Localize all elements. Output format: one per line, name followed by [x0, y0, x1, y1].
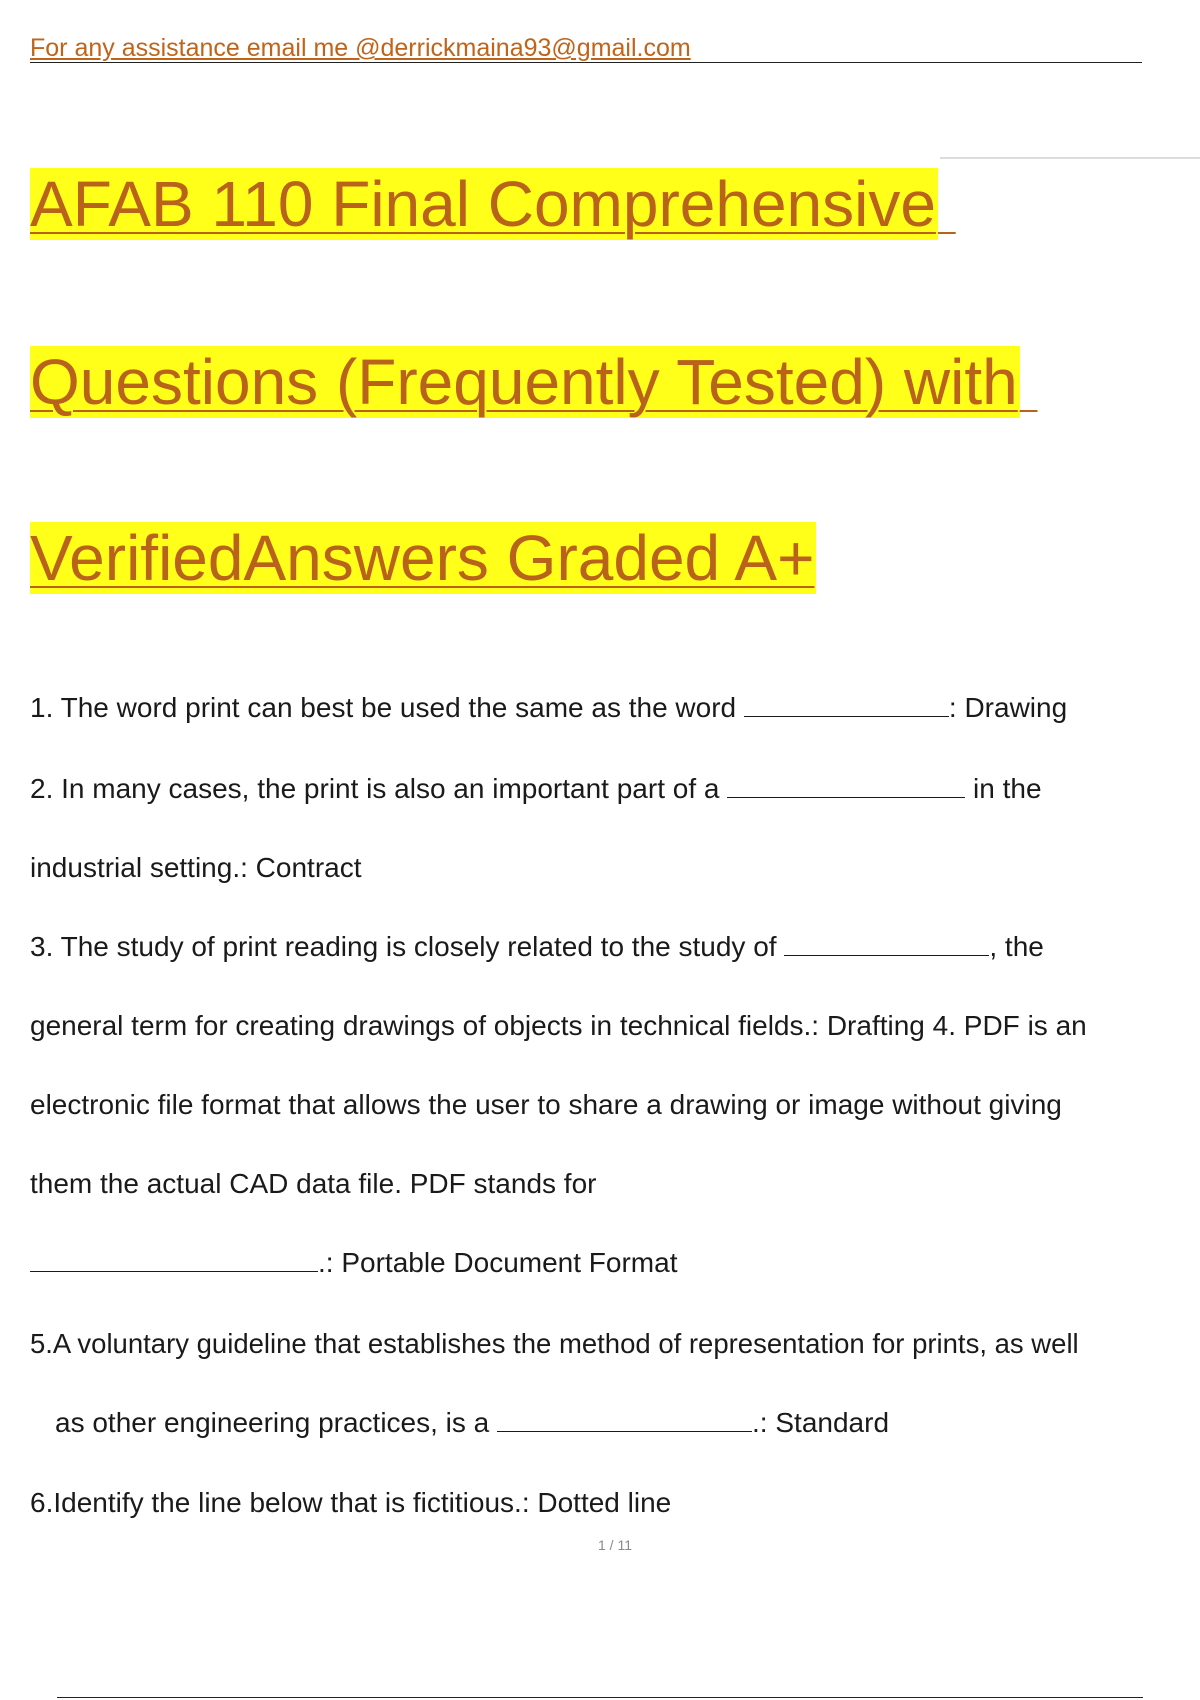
answer-blank [744, 692, 949, 717]
question-2-line-2 [30, 850, 362, 886]
question-4-answer: .: Portable Document Format [318, 1247, 678, 1278]
question-6 [30, 1485, 671, 1521]
question-4-line-2 [30, 1166, 596, 1202]
question-2-answer: industrial setting.: Contract [30, 852, 362, 883]
question-1 [30, 690, 1067, 726]
title-line-2 [30, 338, 1038, 426]
question-3-line-2 [30, 1008, 1087, 1044]
answer-blank [30, 1247, 318, 1272]
answer-blank [497, 1407, 752, 1432]
question-4-text-cont: them the actual CAD data file. PDF stands for [30, 1168, 597, 1199]
question-1-text: 1. The word print can best be used the same as the word [30, 692, 737, 723]
question-5-text-cont: as other engineering practices, is a [55, 1407, 490, 1438]
title-line-3 [30, 514, 816, 602]
question-4-line-3 [30, 1245, 677, 1281]
question-1-answer: : Drawing [948, 692, 1068, 723]
question-5-line-1 [30, 1326, 1079, 1362]
contact-email-link[interactable]: For any assistance email me @derrickmaina93@gmail.com [30, 34, 691, 62]
question-3-answer: general term for creating drawings of objects in technical fields.: Drafting 4. PDF is an [30, 1010, 1087, 1041]
title-text-1: AFAB 110 Final Comprehensive [30, 168, 936, 240]
title-line-1 [30, 160, 956, 248]
answer-blank [784, 931, 989, 956]
answer-blank [727, 773, 965, 798]
title-text-2: Questions (Frequently Tested) with [30, 346, 1018, 418]
question-5-text: 5.A voluntary guideline that establishes the method of representation for prints, as well [30, 1328, 1079, 1359]
question-4-text: electronic file format that allows the user to share a drawing or image without giving [30, 1089, 1062, 1120]
footer-rule [57, 1697, 1143, 1698]
question-6-text: 6.Identify the line below that is fictitious.: Dotted line [30, 1487, 672, 1518]
section-divider [940, 157, 1200, 159]
question-4-line-1 [30, 1087, 1062, 1123]
page-number: 1 / 11 [598, 1537, 632, 1553]
question-3-text: 3. The study of print reading is closely related to the study of [30, 931, 777, 962]
question-5-line-2 [55, 1405, 889, 1441]
question-5-answer: .: Standard [752, 1407, 890, 1438]
question-2-text: 2. In many cases, the print is also an important part of a [30, 773, 720, 804]
question-2-text-cont: in the [973, 773, 1042, 804]
title-text-3: VerifiedAnswers Graded A+ [30, 522, 815, 594]
question-2 [30, 771, 1042, 807]
question-3-text-cont: , the [989, 931, 1044, 962]
question-3 [30, 929, 1044, 965]
